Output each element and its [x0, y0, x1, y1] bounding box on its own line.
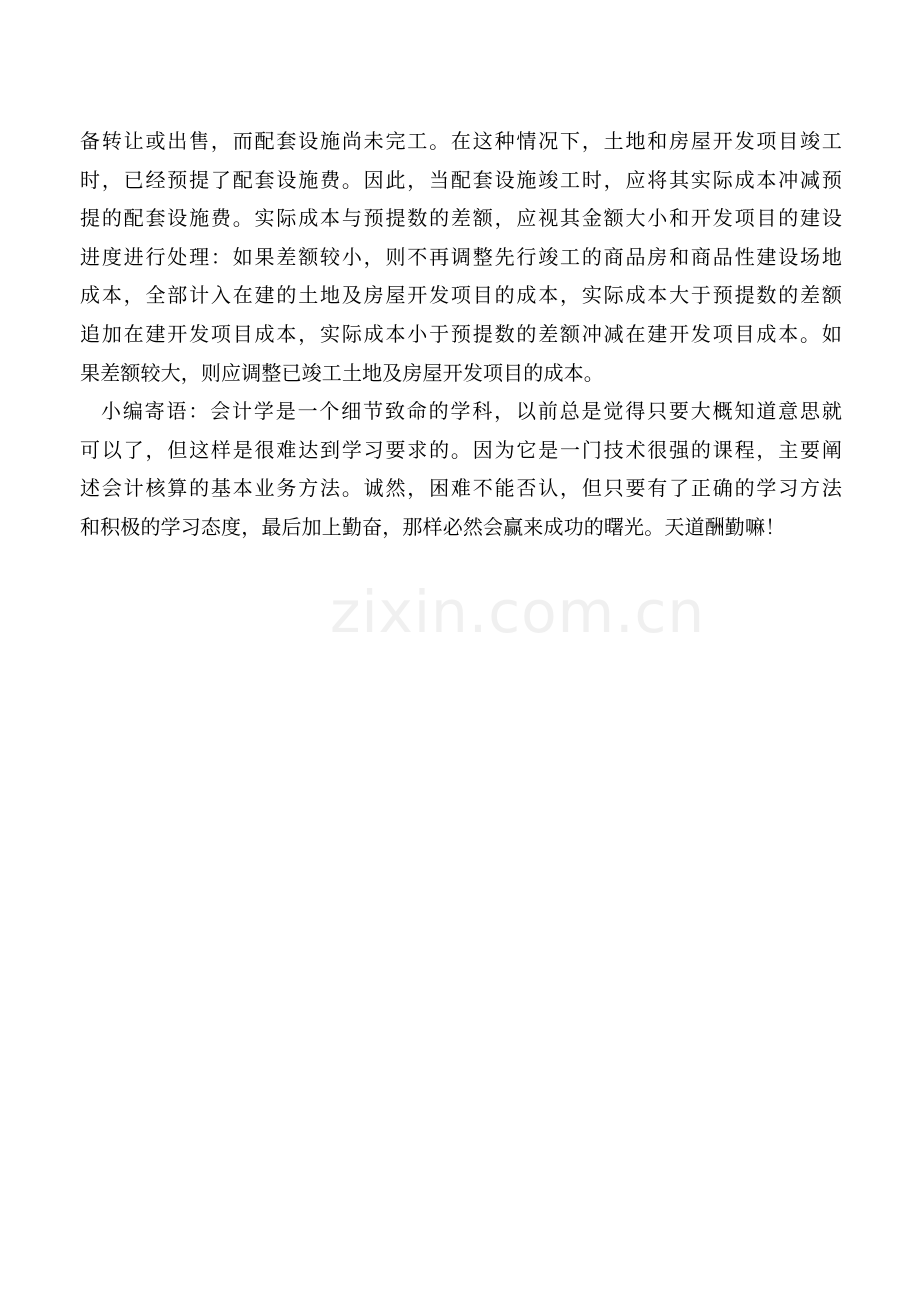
paragraph-line: 提的配套设施费。实际成本与预提数的差额，应视其金额大小和开发项目的建设 — [80, 206, 842, 231]
watermark: zixin.com.cn — [330, 578, 706, 646]
paragraph-line: 果差额较大，则应调整已竣工土地及房屋开发项目的成本。 — [80, 360, 604, 385]
editor-note-line: 述会计核算的基本业务方法。诚然，困难不能否认，但只要有了正确的学习方法 — [80, 476, 842, 501]
paragraph-line: 成本，全部计入在建的土地及房屋开发项目的成本，实际成本大于预提数的差额 — [80, 283, 842, 308]
editor-note-line: 小编寄语：会计学是一个细节致命的学科，以前总是觉得只要大概知道意思就 — [101, 399, 842, 424]
paragraph-line: 追加在建开发项目成本，实际成本小于预提数的差额冲减在建开发项目成本。如 — [80, 321, 842, 346]
editor-note-line: 可以了，但这样是很难达到学习要求的。因为它是一门技术很强的课程，主要阐 — [80, 437, 842, 462]
editor-note-line: 和积极的学习态度，最后加上勤奋，那样必然会赢来成功的曙光。天道酬勤嘛！ — [80, 514, 786, 539]
paragraph-line: 时，已经预提了配套设施费。因此，当配套设施竣工时，应将其实际成本冲减预 — [80, 167, 842, 192]
paragraph-line: 进度进行处理：如果差额较小，则不再调整先行竣工的商品房和商品性建设场地 — [80, 244, 842, 269]
document-body — [80, 122, 842, 547]
paragraph-line: 备转让或出售，而配套设施尚未完工。在这种情况下，土地和房屋开发项目竣工 — [80, 129, 842, 153]
